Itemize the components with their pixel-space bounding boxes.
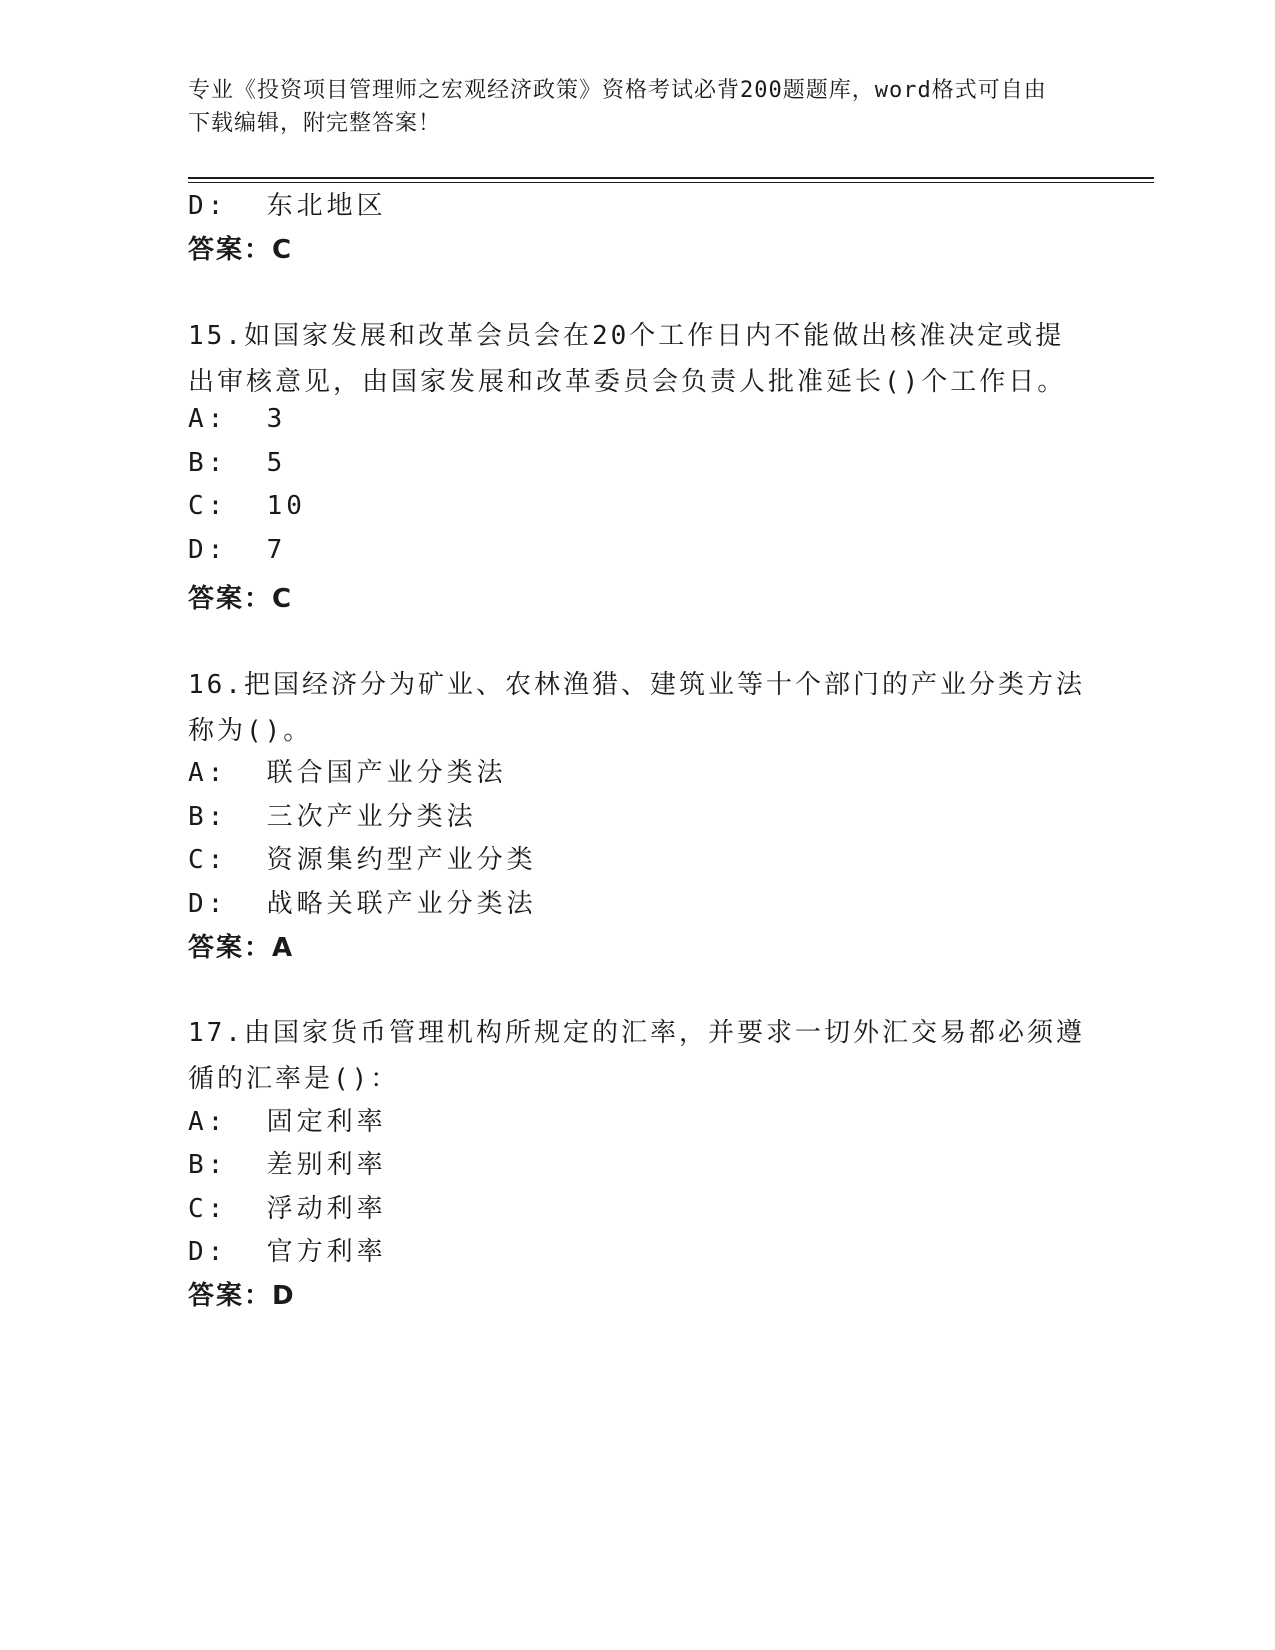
q17-option-a: A: 固定利率 xyxy=(188,1107,387,1137)
q17-answer: 答案：D xyxy=(188,1281,296,1311)
document-header: 专业《投资项目管理师之宏观经济政策》资格考试必背200题题库，word格式可自由下载编辑，附完整答案！ xyxy=(188,78,1047,136)
q16-option-b: B: 三次产业分类法 xyxy=(188,802,477,832)
q15-option-b: B: 5 xyxy=(188,448,287,478)
q17-option-b: B: 差别利率 xyxy=(188,1150,387,1180)
prev-answer: 答案：C xyxy=(188,235,294,265)
prev-option-d: D: 东北地区 xyxy=(188,191,387,221)
q16-answer: 答案：A xyxy=(188,933,295,963)
header-rule-thin xyxy=(188,182,1154,183)
q16-option-a: A: 联合国产业分类法 xyxy=(188,758,507,788)
question-15-text: 15.如国家发展和改革会员会在20个工作日内不能做出核准决定或提出审核意见，由国家发展和改革委员会负责人批准延长()个工作日。 xyxy=(188,321,1067,397)
q15-option-a: A: 3 xyxy=(188,404,287,434)
q15-option-d: D: 7 xyxy=(188,535,287,565)
q16-option-c: C: 资源集约型产业分类 xyxy=(188,845,537,875)
q17-option-d: D: 官方利率 xyxy=(188,1237,387,1267)
q15-option-c: C: 10 xyxy=(188,491,306,521)
header-rule-thick xyxy=(188,177,1154,179)
q17-option-c: C: 浮动利率 xyxy=(188,1194,387,1224)
q15-answer: 答案：C xyxy=(188,584,294,614)
question-17-text: 17.由国家货币管理机构所规定的汇率，并要求一切外汇交易都必须遵循的汇率是()： xyxy=(188,1018,1085,1094)
q16-option-d: D: 战略关联产业分类法 xyxy=(188,889,537,919)
question-16-text: 16.把国经济分为矿业、农林渔猎、建筑业等十个部门的产业分类方法称为()。 xyxy=(188,670,1085,746)
